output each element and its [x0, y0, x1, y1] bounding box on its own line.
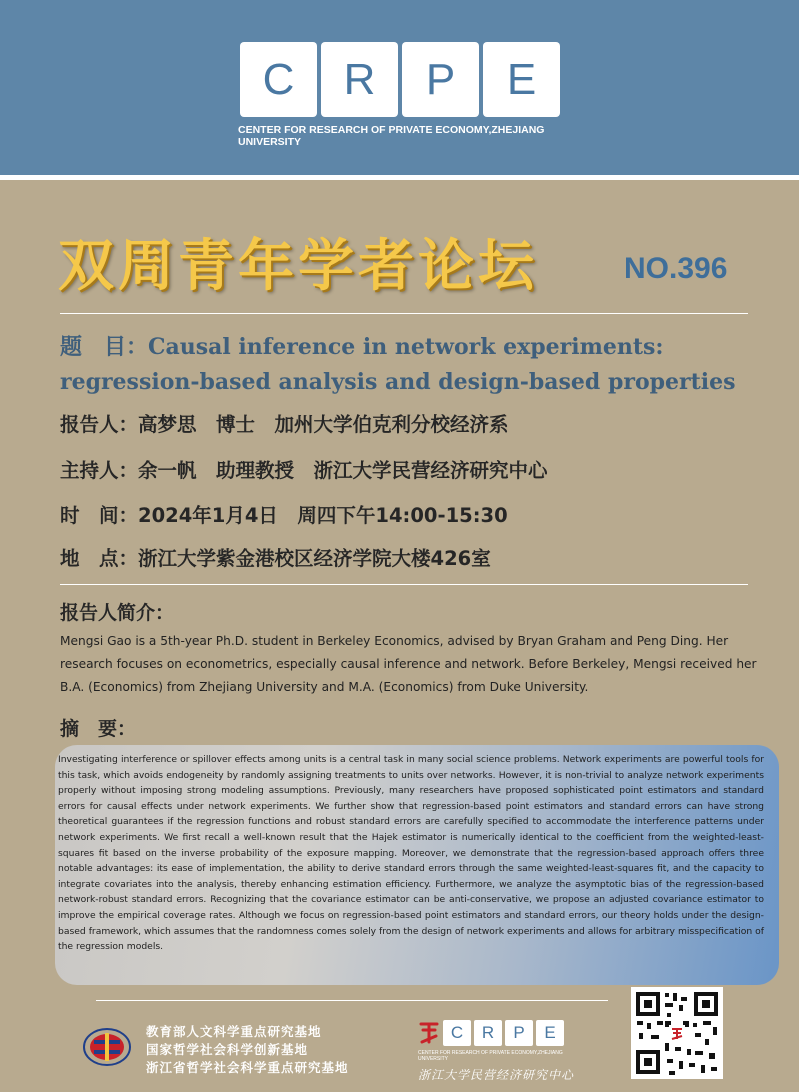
header-divider — [0, 175, 799, 180]
crpe-logo — [240, 42, 560, 117]
speaker-value: 高梦思 博士 加州大学伯克利分校经济系 — [138, 413, 509, 436]
research-base-emblem — [82, 1027, 132, 1067]
talk-topic — [60, 330, 760, 399]
location-label: 地 点： — [60, 547, 139, 570]
footer-logo-letter: P — [505, 1020, 533, 1046]
time-row — [60, 500, 508, 528]
abstract-heading: 摘 要： — [60, 718, 137, 740]
time-label: 时 间： — [60, 504, 139, 527]
footer-logo-subtitle: CENTER FOR RESEARCH OF PRIVATE ECONOMY,ZHEJIANG UNIVERSITY — [418, 1050, 563, 1062]
research-base-list — [146, 1023, 349, 1077]
issue-number: NO.396 — [624, 252, 728, 285]
footer-logo-letter: R — [474, 1020, 502, 1046]
footer-logo-letter: C — [443, 1020, 471, 1046]
footer-logo-chinese: 浙江大学民营经济研究中心 — [418, 1068, 575, 1082]
logo-letter: P — [402, 42, 479, 117]
abstract-text: Investigating interference or spillover effects among units is a central task in many social science problems. Network experiments are powerful tools for this task, which avoids endogeneity by randomly assigning treatments to units over networks. However, it is non-trivial to analyze network experiments properly without imposing strong modeling assumptions. Previously, many researchers have proposed sophisticated point estimators and standard errors for causal effects under network experiments. We further show that regression-based point estimators and standard errors can have strong theoretical guarantees if the regression functions and robust standard errors are carefully specified to accommodate the interference patterns under network experiments. We first recall a well-known result that the Hajek estimator is numerically identical to the coefficient from the weighted-least-squares fit based on the inverse probability of the exposure mapping. Moreover, we demonstrate that the regression-based approach offers three notable advantages: its ease of implementation, the ability to derive standard errors through the same weighted-least-squares fit, and the capacity to integrate covariates into the analysis, thereby enhancing estimation efficiency. Furthermore, we analyze the asymptotic bias of the regression-based network-robust standard errors. Recognizing that the covariance estimator can be anti-conservative, we propose an adjusted covariance estimator to improve the empirical coverage rates. Although we focus on regression-based point estimators and standard errors, our theory holds under the design-based framework, which assumes that the randomness comes solely from the design of network experiments and allows for arbitrary misspecification of the regression models. — [58, 754, 764, 953]
logo-letter: C — [240, 42, 317, 117]
base-item: 教育部人文科学重点研究基地 — [146, 1024, 322, 1039]
logo-letter: E — [483, 42, 560, 117]
logo-subtitle: CENTER FOR RESEARCH OF PRIVATE ECONOMY,ZHEJIANG UNIVERSITY — [238, 124, 545, 148]
page-title: 双周青年学者论坛 — [58, 234, 538, 299]
bio-text: Mengsi Gao is a 5th-year Ph.D. student in Berkeley Economics, advised by Bryan Graham and Peng Ding. Her research focuses on econometrics, especially causal inference and network. Before Berkeley, Mengsi received her B.A. (Economics) from Zhejiang University and M.A. (Economics) from Duke University. — [60, 634, 757, 694]
footer-logo-letter: E — [536, 1020, 564, 1046]
location-value: 浙江大学紫金港校区经济学院大楼426室 — [138, 547, 491, 570]
time-value: 2024年1月4日 周四下午14:00-15:30 — [138, 504, 508, 527]
bio-heading: 报告人简介： — [60, 602, 175, 624]
qr-code[interactable] — [631, 987, 723, 1079]
host-value: 余一帆 助理教授 浙江大学民营经济研究中心 — [138, 459, 548, 482]
location-row — [60, 543, 491, 571]
brush-seal-icon — [418, 1020, 440, 1046]
footer-crpe-logo — [418, 1020, 588, 1083]
speaker-label: 报告人： — [60, 413, 139, 436]
footer-divider — [96, 1000, 608, 1001]
base-item: 国家哲学社会科学创新基地 — [146, 1042, 309, 1057]
topic-label: 题 目： — [60, 335, 149, 360]
logo-letter: R — [321, 42, 398, 117]
qr-center-seal-icon — [669, 1025, 685, 1041]
host-label: 主持人： — [60, 459, 139, 482]
host-row — [60, 455, 548, 483]
title-divider — [60, 313, 748, 314]
base-item: 浙江省哲学社会科学重点研究基地 — [146, 1060, 349, 1075]
info-divider — [60, 584, 748, 585]
header-banner — [0, 0, 799, 175]
speaker-row — [60, 409, 509, 437]
topic-text: Causal inference in network experiments: regression-based analysis and design-based properties — [60, 334, 736, 395]
